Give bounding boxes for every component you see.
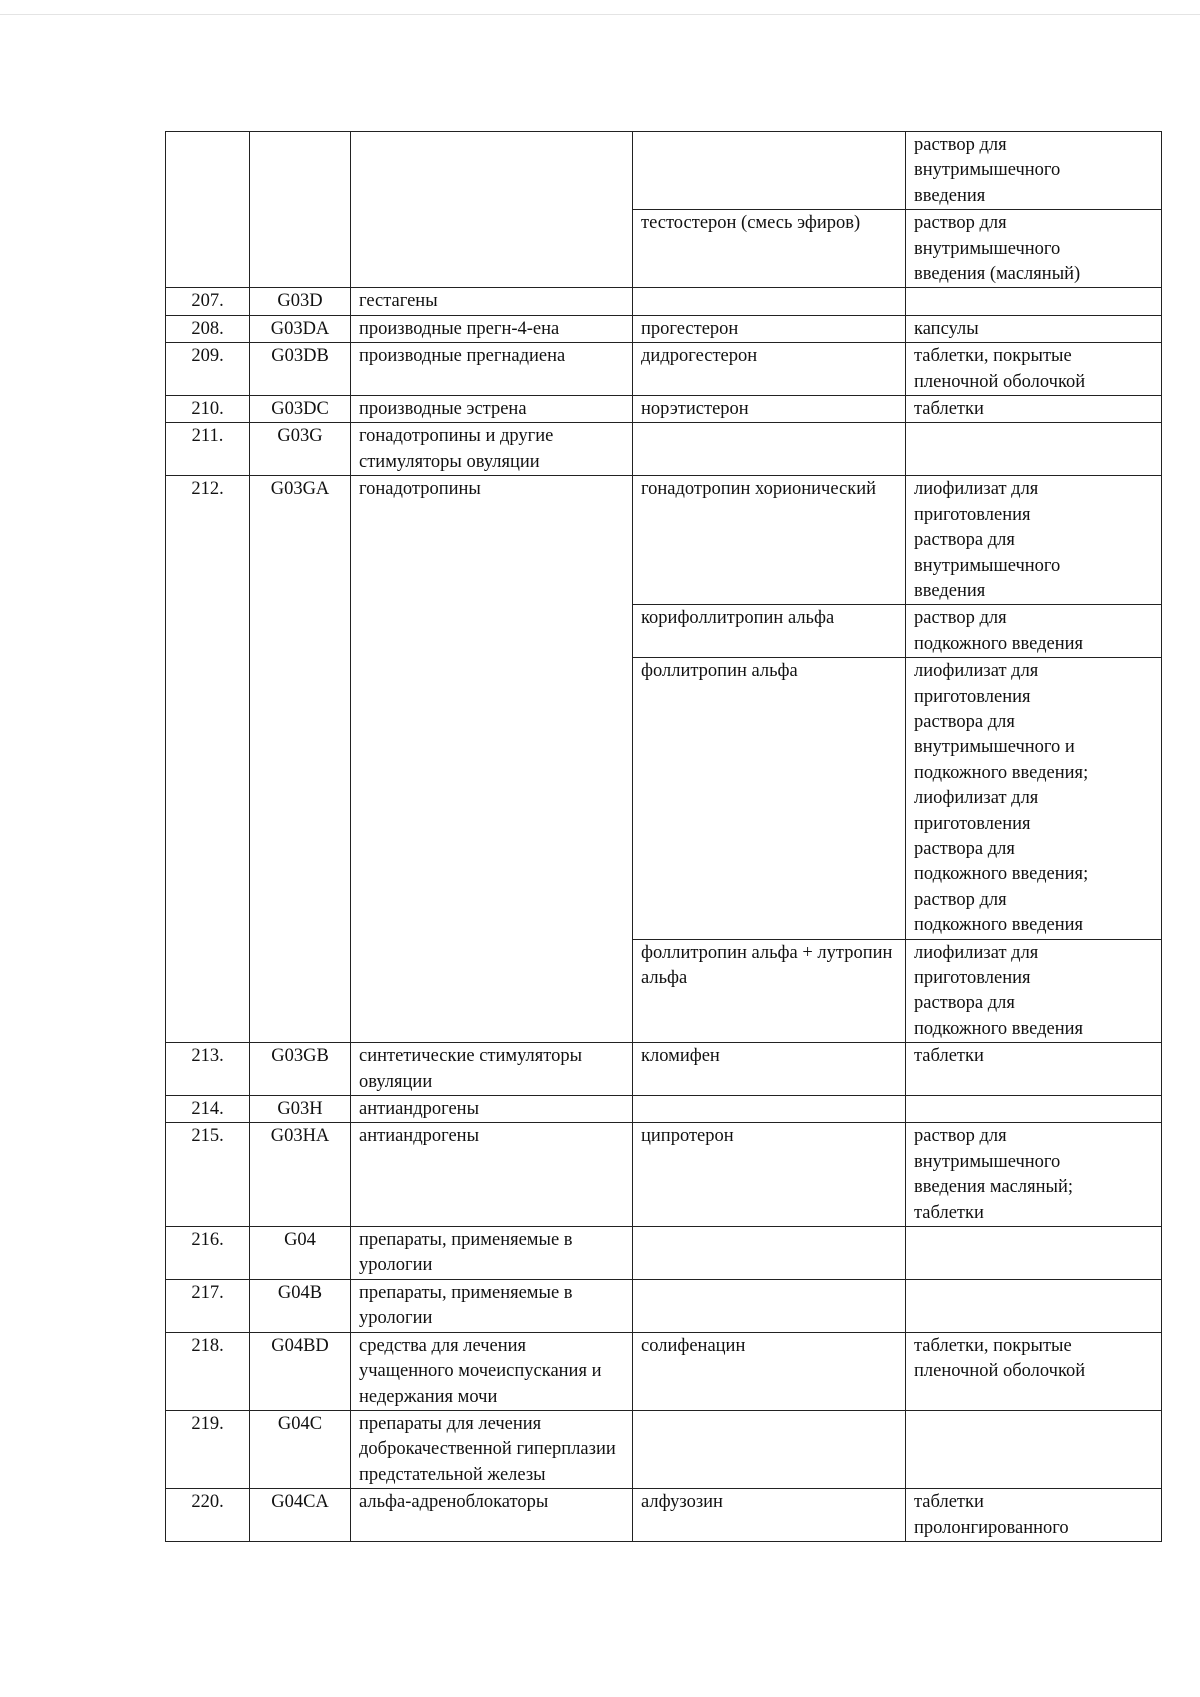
drug-name-cell: гонадотропин хорионический	[633, 476, 906, 605]
group-name-cell: альфа-адреноблокаторы	[351, 1489, 633, 1542]
table-row	[166, 1410, 1162, 1488]
dosage-form-line: подкожного введения;	[914, 762, 1089, 783]
row-number-cell: 216.	[166, 1227, 250, 1280]
table-row	[166, 1279, 1162, 1332]
dosage-form-line: подкожного введения	[914, 1018, 1084, 1039]
group-name-cell: препараты для лечения доброкачественной гиперплазии предстательной железы	[351, 1410, 633, 1488]
row-number-cell: 213.	[166, 1043, 250, 1096]
table-row	[166, 1096, 1162, 1123]
drug-name-cell	[633, 1410, 906, 1488]
dosage-form-line: таблетки, покрытые	[914, 346, 1072, 367]
dosage-form-cell	[906, 1043, 1162, 1096]
row-number-cell: 212.	[166, 476, 250, 1043]
table-row	[166, 288, 1162, 315]
dosage-form-line: пленочной оболочкой	[914, 371, 1086, 392]
table-row	[166, 132, 1162, 210]
dosage-form-cell	[906, 315, 1162, 342]
dosage-form-cell	[906, 1332, 1162, 1410]
dosage-form-cell	[906, 1279, 1162, 1332]
dosage-form-line: таблетки	[914, 1202, 984, 1223]
atc-code-cell: G04B	[250, 1279, 351, 1332]
dosage-form-line: лиофилизат для	[914, 661, 1039, 682]
row-number-cell: 208.	[166, 315, 250, 342]
drug-name-cell: корифоллитропин альфа	[633, 605, 906, 658]
dosage-form-line: подкожного введения	[914, 633, 1084, 654]
table-row	[166, 1489, 1162, 1542]
dosage-form-line: таблетки	[914, 1492, 984, 1513]
table-row	[166, 396, 1162, 423]
dosage-form-cell	[906, 605, 1162, 658]
row-number-cell: 210.	[166, 396, 250, 423]
row-number-cell: 215.	[166, 1123, 250, 1227]
dosage-form-cell	[906, 423, 1162, 476]
dosage-form-line: раствор для	[914, 213, 1007, 234]
drug-name-cell	[633, 288, 906, 315]
drug-name-cell	[633, 1227, 906, 1280]
dosage-form-line: внутримышечного	[914, 555, 1061, 576]
dosage-form-line: внутримышечного	[914, 1151, 1061, 1172]
atc-code-cell: G03DC	[250, 396, 351, 423]
dosage-form-cell	[906, 396, 1162, 423]
dosage-form-line: приготовления	[914, 813, 1031, 834]
drug-name-cell: дидрогестерон	[633, 343, 906, 396]
dosage-form-cell	[906, 288, 1162, 315]
dosage-form-line: капсулы	[914, 318, 979, 339]
row-number-cell: 209.	[166, 343, 250, 396]
drug-name-cell: прогестерон	[633, 315, 906, 342]
atc-code-cell: G03GA	[250, 476, 351, 1043]
row-number-cell: 217.	[166, 1279, 250, 1332]
medicines-table	[165, 131, 1162, 1542]
atc-code-cell: G04BD	[250, 1332, 351, 1410]
dosage-form-line: введения масляный;	[914, 1177, 1074, 1198]
dosage-form-line: раствор для	[914, 135, 1007, 155]
atc-code-cell: G03G	[250, 423, 351, 476]
group-name-cell: препараты, применяемые в урологии	[351, 1227, 633, 1280]
atc-code-cell: G03DB	[250, 343, 351, 396]
dosage-form-cell	[906, 132, 1162, 210]
group-name-cell: средства для лечения учащенного мочеиспускания и недержания мочи	[351, 1332, 633, 1410]
dosage-form-cell	[906, 1227, 1162, 1280]
atc-code-cell: G03D	[250, 288, 351, 315]
row-number-cell: 207.	[166, 288, 250, 315]
dosage-form-line: введения (масляный)	[914, 264, 1081, 285]
dosage-form-line: пролонгированного	[914, 1517, 1069, 1538]
group-name-cell: препараты, применяемые в урологии	[351, 1279, 633, 1332]
dosage-form-line: приготовления	[914, 686, 1031, 707]
dosage-form-line: раствора для	[914, 838, 1015, 859]
dosage-form-cell	[906, 658, 1162, 939]
table-row	[166, 476, 1162, 605]
atc-code-cell: G04	[250, 1227, 351, 1280]
atc-code-cell: G03DA	[250, 315, 351, 342]
drug-name-cell: фоллитропин альфа	[633, 658, 906, 939]
dosage-form-cell	[906, 476, 1162, 605]
row-number-cell: 211.	[166, 423, 250, 476]
drug-name-cell: алфузозин	[633, 1489, 906, 1542]
drug-name-cell: солифенацин	[633, 1332, 906, 1410]
atc-code-cell: G03H	[250, 1096, 351, 1123]
dosage-form-line: приготовления	[914, 968, 1031, 988]
table-row	[166, 315, 1162, 342]
row-number-cell: 219.	[166, 1410, 250, 1488]
group-name-cell: производные эстрена	[351, 396, 633, 423]
atc-code-cell: G04C	[250, 1410, 351, 1488]
dosage-form-line: таблетки	[914, 399, 984, 420]
dosage-form-line: лиофилизат для	[914, 479, 1039, 500]
table-row	[166, 1332, 1162, 1410]
group-name-cell: гестагены	[351, 288, 633, 315]
table-row	[166, 1123, 1162, 1227]
dosage-form-line: пленочной оболочкой	[914, 1361, 1086, 1382]
group-name-cell: гонадотропины и другие стимуляторы овуляции	[351, 423, 633, 476]
group-name-cell: антиандрогены	[351, 1096, 633, 1123]
dosage-form-line: внутримышечного	[914, 160, 1061, 181]
page-top-edge	[0, 14, 1200, 15]
dosage-form-line: введения	[914, 185, 986, 206]
group-name-cell: гонадотропины	[351, 476, 633, 1043]
dosage-form-line: подкожного введения;	[914, 864, 1089, 885]
dosage-form-line: таблетки, покрытые	[914, 1335, 1072, 1356]
dosage-form-line: таблетки	[914, 1046, 984, 1067]
drug-name-cell	[633, 1279, 906, 1332]
drug-name-cell: тестостерон (смесь эфиров)	[633, 210, 906, 288]
dosage-form-line: раствора для	[914, 711, 1015, 732]
drug-name-cell	[633, 132, 906, 210]
row-number-cell: 218.	[166, 1332, 250, 1410]
dosage-form-cell	[906, 939, 1162, 1043]
dosage-form-cell	[906, 343, 1162, 396]
group-name-cell: антиандрогены	[351, 1123, 633, 1227]
row-number-cell: 214.	[166, 1096, 250, 1123]
dosage-form-line: раствора для	[914, 530, 1015, 551]
table-row	[166, 343, 1162, 396]
atc-code-cell: G03GB	[250, 1043, 351, 1096]
dosage-form-line: приготовления	[914, 504, 1031, 525]
table-row	[166, 423, 1162, 476]
dosage-form-cell	[906, 210, 1162, 288]
dosage-form-line: лиофилизат для	[914, 788, 1039, 809]
atc-code-cell	[250, 132, 351, 288]
dosage-form-line: раствор для	[914, 889, 1007, 910]
dosage-form-line: введения	[914, 580, 986, 601]
group-name-cell: производные прегн-4-ена	[351, 315, 633, 342]
row-number-cell	[166, 132, 250, 288]
drug-name-cell	[633, 1096, 906, 1123]
group-name-cell	[351, 132, 633, 288]
table-row	[166, 1227, 1162, 1280]
dosage-form-line: лиофилизат для	[914, 942, 1039, 963]
dosage-form-cell	[906, 1123, 1162, 1227]
dosage-form-line: подкожного введения	[914, 915, 1084, 936]
drug-name-cell: норэтистерон	[633, 396, 906, 423]
table-row	[166, 1043, 1162, 1096]
drug-name-cell: кломифен	[633, 1043, 906, 1096]
dosage-form-line: внутримышечного	[914, 238, 1061, 259]
dosage-form-line: раствор для	[914, 1126, 1007, 1147]
drug-name-cell: фоллитропин альфа + лутропин альфа	[633, 939, 906, 1043]
dosage-form-cell	[906, 1489, 1162, 1542]
group-name-cell: производные прегнадиена	[351, 343, 633, 396]
dosage-form-cell	[906, 1096, 1162, 1123]
row-number-cell: 220.	[166, 1489, 250, 1542]
dosage-form-line: раствор для	[914, 608, 1007, 629]
dosage-form-line: раствора для	[914, 993, 1015, 1014]
group-name-cell: синтетические стимуляторы овуляции	[351, 1043, 633, 1096]
drug-name-cell	[633, 423, 906, 476]
medicines-table-body	[166, 132, 1162, 1542]
atc-code-cell: G03HA	[250, 1123, 351, 1227]
atc-code-cell: G04CA	[250, 1489, 351, 1542]
drug-name-cell: ципротерон	[633, 1123, 906, 1227]
dosage-form-cell	[906, 1410, 1162, 1488]
dosage-form-line: внутримышечного и	[914, 737, 1075, 758]
